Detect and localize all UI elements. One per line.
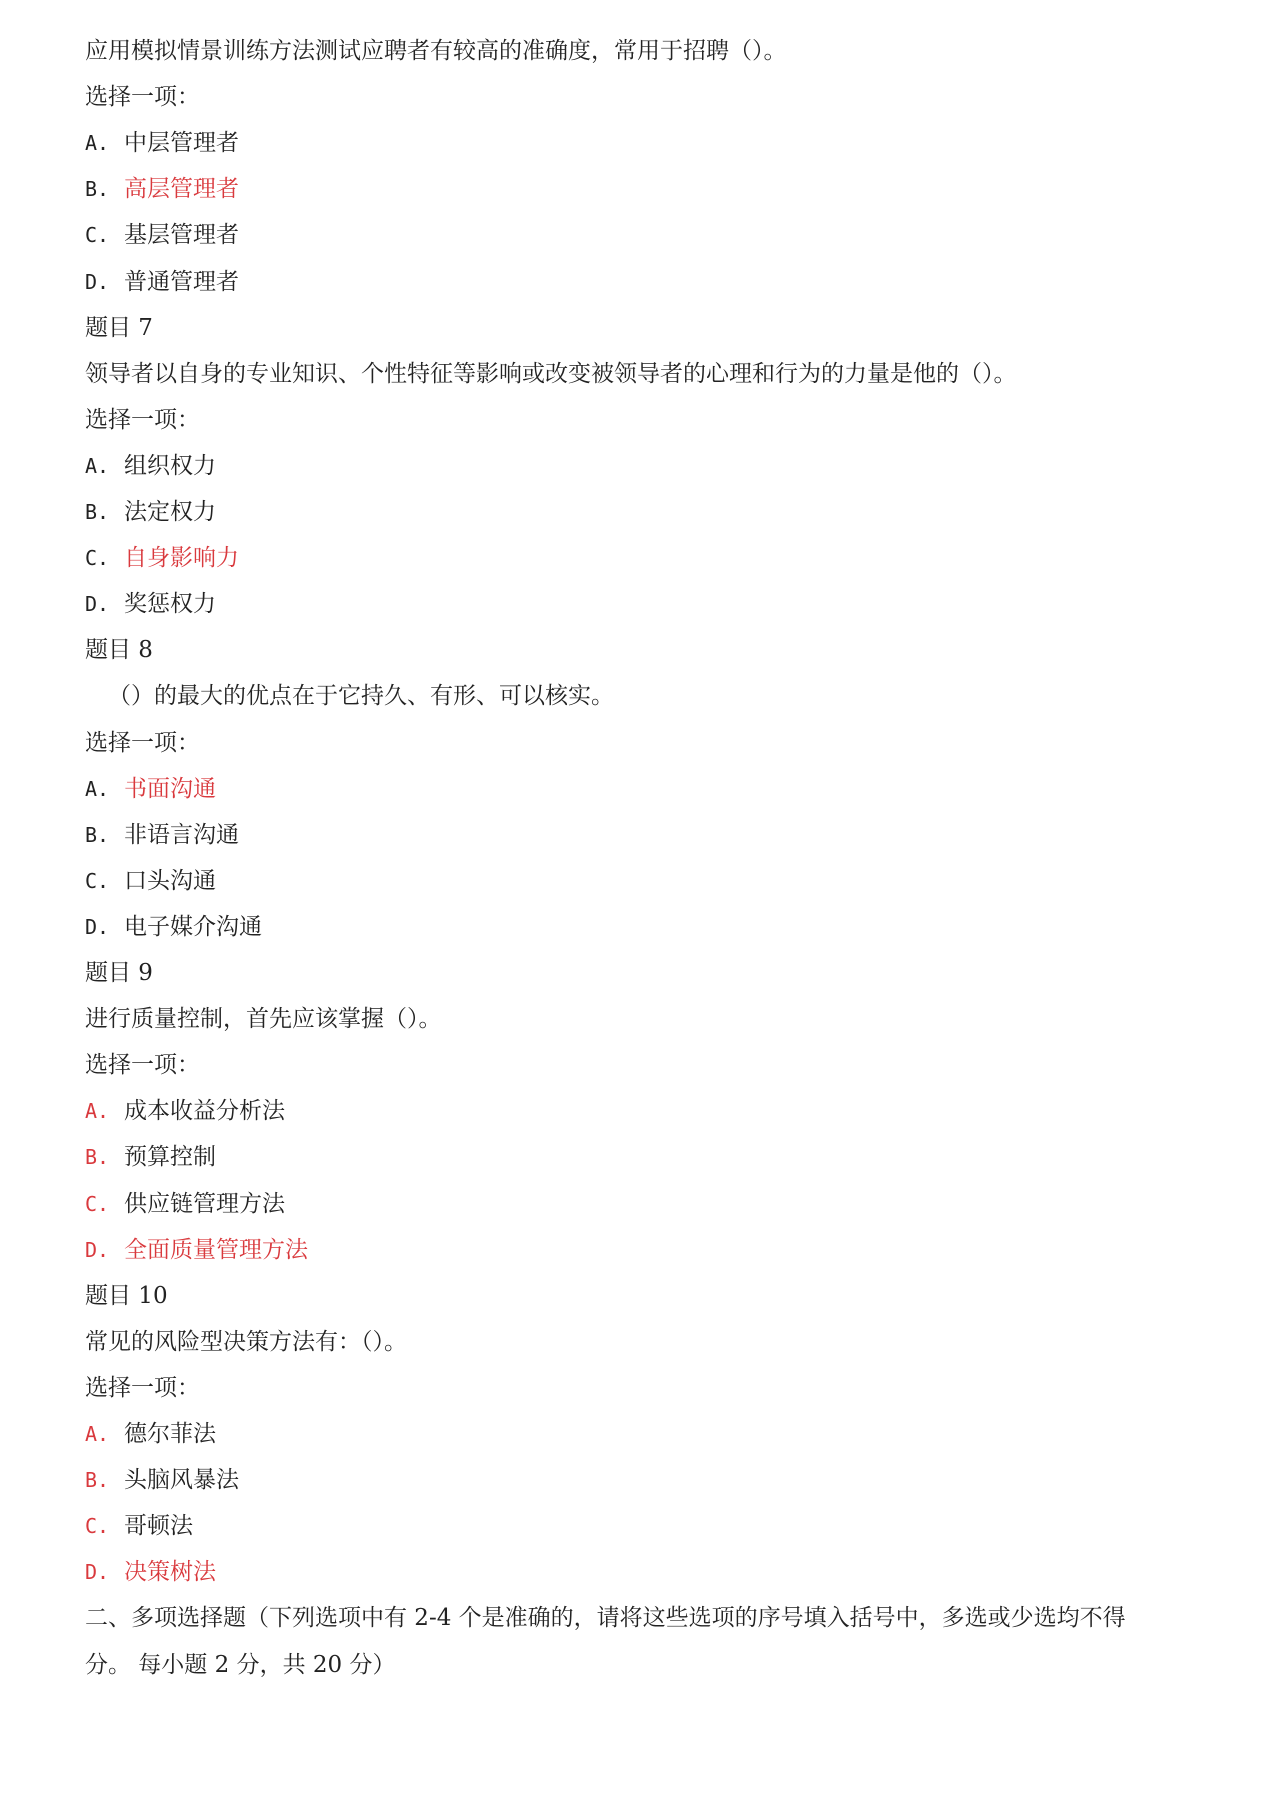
- option-text: 头脑风暴法: [124, 1467, 239, 1493]
- option-letter: C.: [85, 869, 110, 893]
- option-text-correct: 自身影响力: [124, 545, 239, 571]
- answer-option: [85, 1466, 1215, 1494]
- option-letter: C.: [85, 546, 110, 570]
- option-letter: B.: [85, 500, 110, 524]
- option-text: 普通管理者: [124, 269, 239, 295]
- option-letter: C.: [85, 1192, 110, 1216]
- option-text: 电子媒介沟通: [124, 914, 262, 940]
- answer-option: [85, 1558, 1215, 1586]
- answer-option: [85, 867, 1215, 895]
- option-text-correct: 高层管理者: [124, 176, 239, 202]
- answer-option: [85, 1143, 1215, 1171]
- question-text: 常见的风险型决策方法有：（）。: [85, 1329, 407, 1355]
- answer-option: [85, 1236, 1215, 1264]
- option-text: 奖惩权力: [124, 591, 216, 617]
- answer-option: [85, 1420, 1215, 1448]
- option-text: 组织权力: [124, 453, 216, 479]
- option-letter: D.: [85, 270, 110, 294]
- option-text: 德尔菲法: [124, 1421, 216, 1447]
- answer-option: [85, 268, 1215, 296]
- answer-option: [85, 775, 1215, 803]
- select-one-label: 选择一项：: [85, 1375, 200, 1401]
- answer-option: [85, 221, 1215, 249]
- option-letter: A.: [85, 131, 110, 155]
- option-text: 口头沟通: [124, 868, 216, 894]
- option-letter: A.: [85, 1422, 110, 1446]
- select-one-label: 选择一项：: [85, 407, 200, 433]
- question-number: 题目 9: [85, 960, 153, 986]
- option-text: 供应链管理方法: [124, 1191, 285, 1217]
- option-letter: D.: [85, 592, 110, 616]
- option-text-correct: 决策树法: [124, 1559, 216, 1585]
- answer-option: [85, 498, 1215, 526]
- option-text: 预算控制: [124, 1144, 216, 1170]
- option-text: 法定权力: [124, 499, 216, 525]
- answer-option: [85, 913, 1215, 941]
- answer-option: [85, 452, 1215, 480]
- option-letter: A.: [85, 454, 110, 478]
- question-text: 进行质量控制，首先应该掌握（）。: [85, 1006, 442, 1032]
- section-heading: 分。 每小题 2 分，共 20 分）: [85, 1652, 396, 1678]
- select-one-label: 选择一项：: [85, 730, 200, 756]
- question-number: 题目 10: [85, 1283, 168, 1309]
- option-text: 基层管理者: [124, 222, 239, 248]
- option-letter: D.: [85, 1560, 110, 1584]
- option-letter: A.: [85, 1099, 110, 1123]
- select-one-label: 选择一项：: [85, 84, 200, 110]
- option-letter: D.: [85, 915, 110, 939]
- option-text: 哥顿法: [124, 1513, 193, 1539]
- option-text: 中层管理者: [124, 130, 239, 156]
- question-text: （）的最大的优点在于它持久、有形、可以核实。: [108, 683, 614, 709]
- answer-option: [85, 129, 1215, 157]
- option-letter: D.: [85, 1238, 110, 1262]
- option-text-correct: 全面质量管理方法: [124, 1237, 308, 1263]
- option-letter: C.: [85, 223, 110, 247]
- answer-option: [85, 821, 1215, 849]
- option-letter: B.: [85, 1468, 110, 1492]
- option-letter: B.: [85, 823, 110, 847]
- section-heading: 二、多项选择题（下列选项中有 2-4 个是准确的，请将这些选项的序号填入括号中，多选或少选均不得: [85, 1605, 1126, 1631]
- question-text: 领导者以自身的专业知识、个性特征等影响或改变被领导者的心理和行为的力量是他的（）。: [85, 361, 1017, 387]
- answer-option: [85, 590, 1215, 618]
- answer-option: [85, 544, 1215, 572]
- answer-option: [85, 1190, 1215, 1218]
- option-letter: A.: [85, 777, 110, 801]
- option-letter: B.: [85, 177, 110, 201]
- question-number: 题目 8: [85, 637, 153, 663]
- option-text-correct: 书面沟通: [124, 776, 216, 802]
- option-text: 成本收益分析法: [124, 1098, 285, 1124]
- option-letter: B.: [85, 1145, 110, 1169]
- option-text: 非语言沟通: [124, 822, 239, 848]
- select-one-label: 选择一项：: [85, 1052, 200, 1078]
- answer-option: [85, 175, 1215, 203]
- option-letter: C.: [85, 1514, 110, 1538]
- question-text: 应用模拟情景训练方法测试应聘者有较高的准确度，常用于招聘（）。: [85, 38, 787, 64]
- answer-option: [85, 1512, 1215, 1540]
- question-number: 题目 7: [85, 315, 153, 341]
- answer-option: [85, 1097, 1215, 1125]
